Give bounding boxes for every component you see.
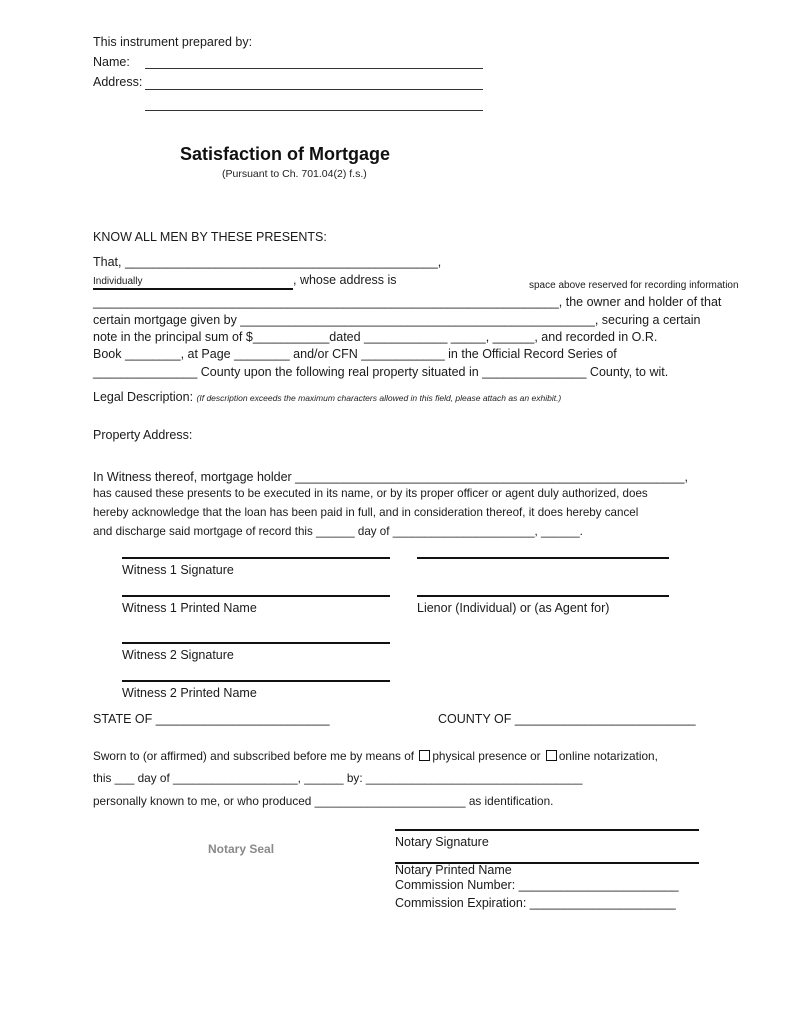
witness2-printed-name-field[interactable] [122,680,390,682]
legal-description [93,390,561,404]
witness1-printed-name-field[interactable] [122,595,390,597]
mortgage-given-line[interactable]: certain mortgage given by ___________________________________________________, securing a certain [93,313,701,327]
county-line[interactable]: _______________ County upon the following real property situated in _______________ County, to wit. [93,365,669,379]
sworn-date-line[interactable]: this ___ day of ___________________, ______ by: _________________________________ [93,771,583,785]
that-line [93,255,441,269]
address-line [93,295,721,309]
online-notarization-label: online notarization, [558,749,658,763]
preparer-address-field-2[interactable] [145,110,483,111]
document-title: Satisfaction of Mortgage [180,144,391,164]
party-type-dropdown[interactable] [93,276,293,290]
book-page-line[interactable]: Book ________, at Page ________ and/or CFN ____________ in the Official Record Series of [93,347,617,361]
lienor-label: Lienor (Individual) or (as Agent for) [417,601,610,615]
lienor-signature-field[interactable] [417,557,669,559]
physical-presence-label: physical presence or [432,749,541,763]
state-of-label: STATE OF [93,712,156,726]
type-line [93,273,397,290]
online-notarization-checkbox[interactable] [546,750,557,761]
whose-address-text: , whose address is [293,273,397,287]
lienor-printed-field[interactable] [417,595,669,597]
commission-number-field[interactable]: Commission Number: _______________________ [395,878,679,892]
commission-expiration-field[interactable]: Commission Expiration: _____________________ [395,896,676,910]
preparer-name-field[interactable] [145,68,483,69]
legal-description-note: (If description exceeds the maximum characters allowed in this field, please attach as an exhibit.) [196,393,562,403]
witness2-signature-label: Witness 2 Signature [122,648,234,662]
preparer-name-label: Name: [93,55,130,69]
principal-sum-line[interactable]: note in the principal sum of $___________dated ____________ _____, ______, and recorded in O.R. [93,330,658,344]
notary-signature-field[interactable] [395,829,699,831]
address-field[interactable]: ___________________________________________________________________ [93,295,559,309]
legal-description-label: Legal Description: [93,390,197,404]
know-all-heading: KNOW ALL MEN BY THESE PRESENTS: [93,230,327,244]
county-of-line [438,712,696,726]
owner-holder-text: , the owner and holder of that [558,295,722,309]
witness1-signature-label: Witness 1 Signature [122,563,234,577]
notary-signature-label: Notary Signature [395,835,489,849]
notary-seal-label: Notary Seal [208,842,275,856]
witness-paragraph-line-2: has caused these presents to be executed in its name, or by its proper officer or agent duly authorized, does [93,487,648,500]
that-field[interactable]: _____________________________________________, [124,255,442,269]
witness-paragraph-line-3: hereby acknowledge that the loan has been paid in full, and in consideration thereof, it does hereby cancel [93,506,639,519]
witness1-printed-name-label: Witness 1 Printed Name [122,601,257,615]
notary-printed-name-label: Notary Printed Name [395,863,512,877]
that-prefix: That, [93,255,125,269]
state-field[interactable]: _________________________ [155,712,330,726]
witness1-signature-field[interactable] [122,557,390,559]
preparer-address-field-1[interactable] [145,89,483,90]
document-subtitle: (Pursuant to Ch. 701.04(2) f.s.) [222,168,367,180]
state-of-line [93,712,330,726]
recording-space-note: space above reserved for recording information [529,280,739,291]
property-address-label: Property Address: [93,428,193,442]
witness2-signature-field[interactable] [122,642,390,644]
sworn-prefix: Sworn to (or affirmed) and subscribed before me by means of [93,749,418,763]
identification-line[interactable]: personally known to me, or who produced _______________________ as identification. [93,794,554,808]
physical-presence-checkbox[interactable] [419,750,430,761]
witness-thereof-line[interactable]: In Witness thereof, mortgage holder ________________________________________________________, [93,470,688,484]
witness2-printed-name-label: Witness 2 Printed Name [122,686,257,700]
sworn-line [93,749,658,763]
county-field[interactable]: __________________________ [514,712,696,726]
preparer-heading: This instrument prepared by: [93,35,253,49]
party-type-selected: Individually [93,276,143,287]
discharge-date-line[interactable]: and discharge said mortgage of record this ______ day of ______________________, ______. [93,525,583,538]
county-of-label: COUNTY OF [438,712,515,726]
preparer-address-label: Address: [93,75,143,89]
